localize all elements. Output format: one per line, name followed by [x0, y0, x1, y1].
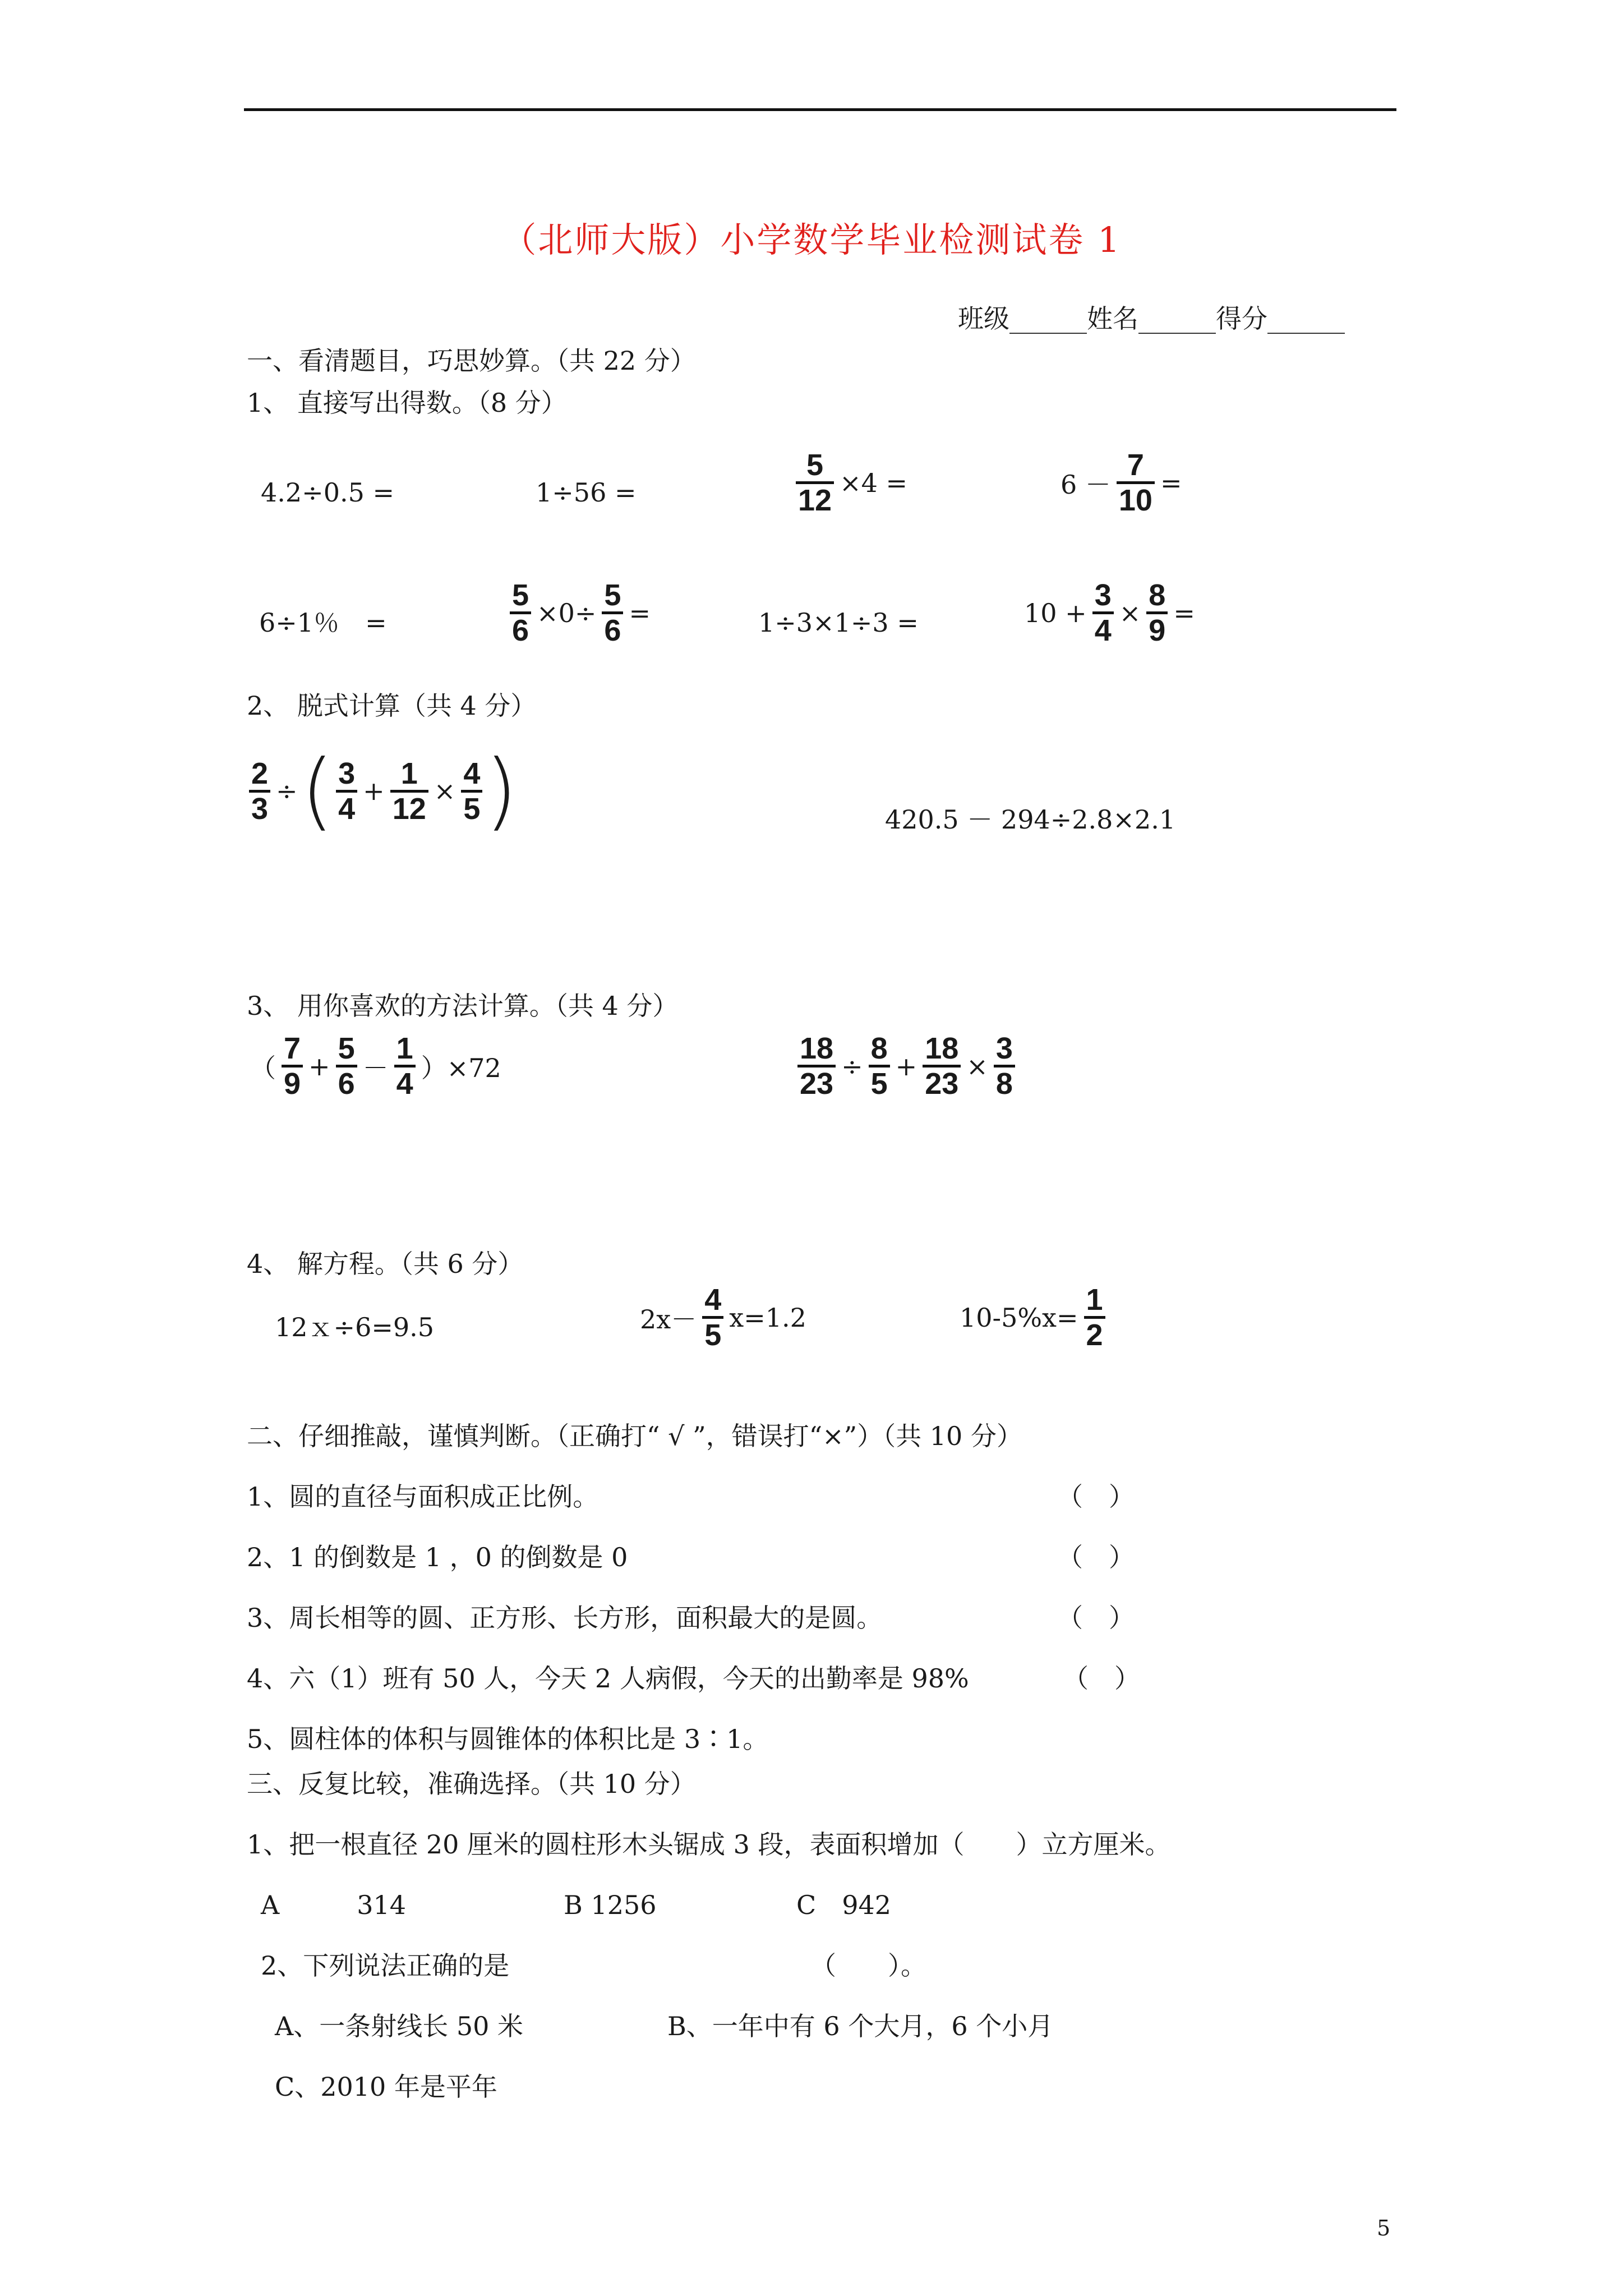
judge-item-1: 1、圆的直径与面积成正比例。	[247, 1481, 599, 1512]
q4-heading: 4、 解方程。（共 6 分）	[247, 1249, 524, 1279]
q2-expression-1: $\frac{2}{3}$ ÷( $\frac{3}{4}$ + $\frac{1}{12}$ × $\frac{4}{5}$ )	[247, 749, 518, 833]
choice-q1: 1、把一根直径 20 厘米的圆柱形木头锯成 3 段，表面积增加（ ）立方厘米。	[247, 1829, 1171, 1860]
page-title: （北师大版）小学数学毕业检测试卷 1	[501, 219, 1122, 260]
q1-item-4: 6 － $\frac{7}{10}$ =	[1061, 448, 1182, 517]
equation-2: 2x－ $\frac{4}{5}$ x=1.2	[640, 1283, 806, 1352]
section1-heading: 一、看清题目，巧思妙算。（共 22 分）	[247, 346, 696, 376]
q1-item-8: 10 + $\frac{3}{4}$ × $\frac{8}{9}$ =	[1024, 578, 1195, 647]
q3-expression-1: （ $\frac{7}{9}$ + $\frac{5}{6}$ － $\frac{1}{4}$ ）×72	[250, 1032, 501, 1101]
choice-q2: 2、下列说法正确的是	[261, 1950, 510, 1981]
judge-item-2: 2、1 的倒数是 1 ，0 的倒数是 0	[247, 1542, 628, 1572]
judge-item-5: 5、圆柱体的体积与圆锥体的体积比是 3∶1。	[247, 1724, 769, 1754]
student-info-line: 班级______姓名______得分______	[958, 303, 1345, 334]
choice-q2-option-c[interactable]: C、2010 年是平年	[275, 2072, 497, 2102]
section3-heading: 三、反复比较，准确选择。（共 10 分）	[247, 1769, 696, 1799]
choice-q2-option-b[interactable]: B、一年中有 6 个大月，6 个小月	[667, 2011, 1054, 2041]
q1-heading: 1、 直接写出得数。（8 分）	[247, 388, 567, 418]
judge-blank-4[interactable]: （ ）	[1063, 1663, 1140, 1694]
q1-item-1: 4.2÷0.5 =	[261, 477, 395, 508]
judge-item-4: 4、六（1）班有 50 人，今天 2 人病假，今天的出勤率是 98%	[247, 1663, 969, 1694]
q1-item-5: 6÷1％ =	[259, 608, 387, 638]
judge-blank-1[interactable]: （ ）	[1057, 1481, 1135, 1512]
q3-heading: 3、 用你喜欢的方法计算。（共 4 分）	[247, 991, 679, 1021]
judge-item-3: 3、周长相等的圆、正方形、长方形，面积最大的是圆。	[247, 1603, 883, 1633]
q1-item-3: $\frac{5}{12}$ ×4 =	[794, 449, 911, 517]
judge-blank-3[interactable]: （ ）	[1057, 1603, 1135, 1633]
q1-item-7: 1÷3×1÷3 =	[758, 608, 919, 638]
fraction: $\frac{5}{12}$	[796, 449, 834, 517]
q1-item-2: 1÷56 =	[536, 477, 637, 508]
q1-item-6: $\frac{5}{6}$ ×0÷ $\frac{5}{6}$ =	[508, 579, 654, 647]
choice-q2-option-a[interactable]: A、一条射线长 50 米	[275, 2011, 523, 2041]
header-rule	[244, 108, 1396, 111]
choice-q1-option-a[interactable]: A 314	[261, 1890, 407, 1920]
q2-expression-2: 420.5 － 294÷2.8×2.1	[885, 804, 1176, 835]
section2-heading: 二、仔细推敲，谨慎判断。（正确打“ √ ”，错误打“×”）（共 10 分）	[247, 1421, 1022, 1451]
q3-expression-2: $\frac{18}{23}$ ÷ $\frac{8}{5}$ + $\frac{18}{23}$ × $\frac{3}{8}$	[795, 1032, 1017, 1100]
page-number: 5	[1377, 2216, 1391, 2240]
choice-q2-blank[interactable]: （ ）。	[810, 1950, 926, 1981]
fraction: $\frac{7}{10}$	[1117, 449, 1155, 517]
judge-blank-2[interactable]: （ ）	[1057, 1542, 1135, 1572]
choice-q1-option-b[interactable]: B 1256	[564, 1890, 657, 1920]
choice-q1-option-c[interactable]: C 942	[796, 1890, 891, 1920]
equation-1: 12ｘ÷6=9.5	[275, 1312, 435, 1342]
equation-3: 10-5%x= $\frac{1}{2}$	[956, 1283, 1108, 1351]
q2-heading: 2、 脱式计算（共 4 分）	[247, 691, 537, 721]
